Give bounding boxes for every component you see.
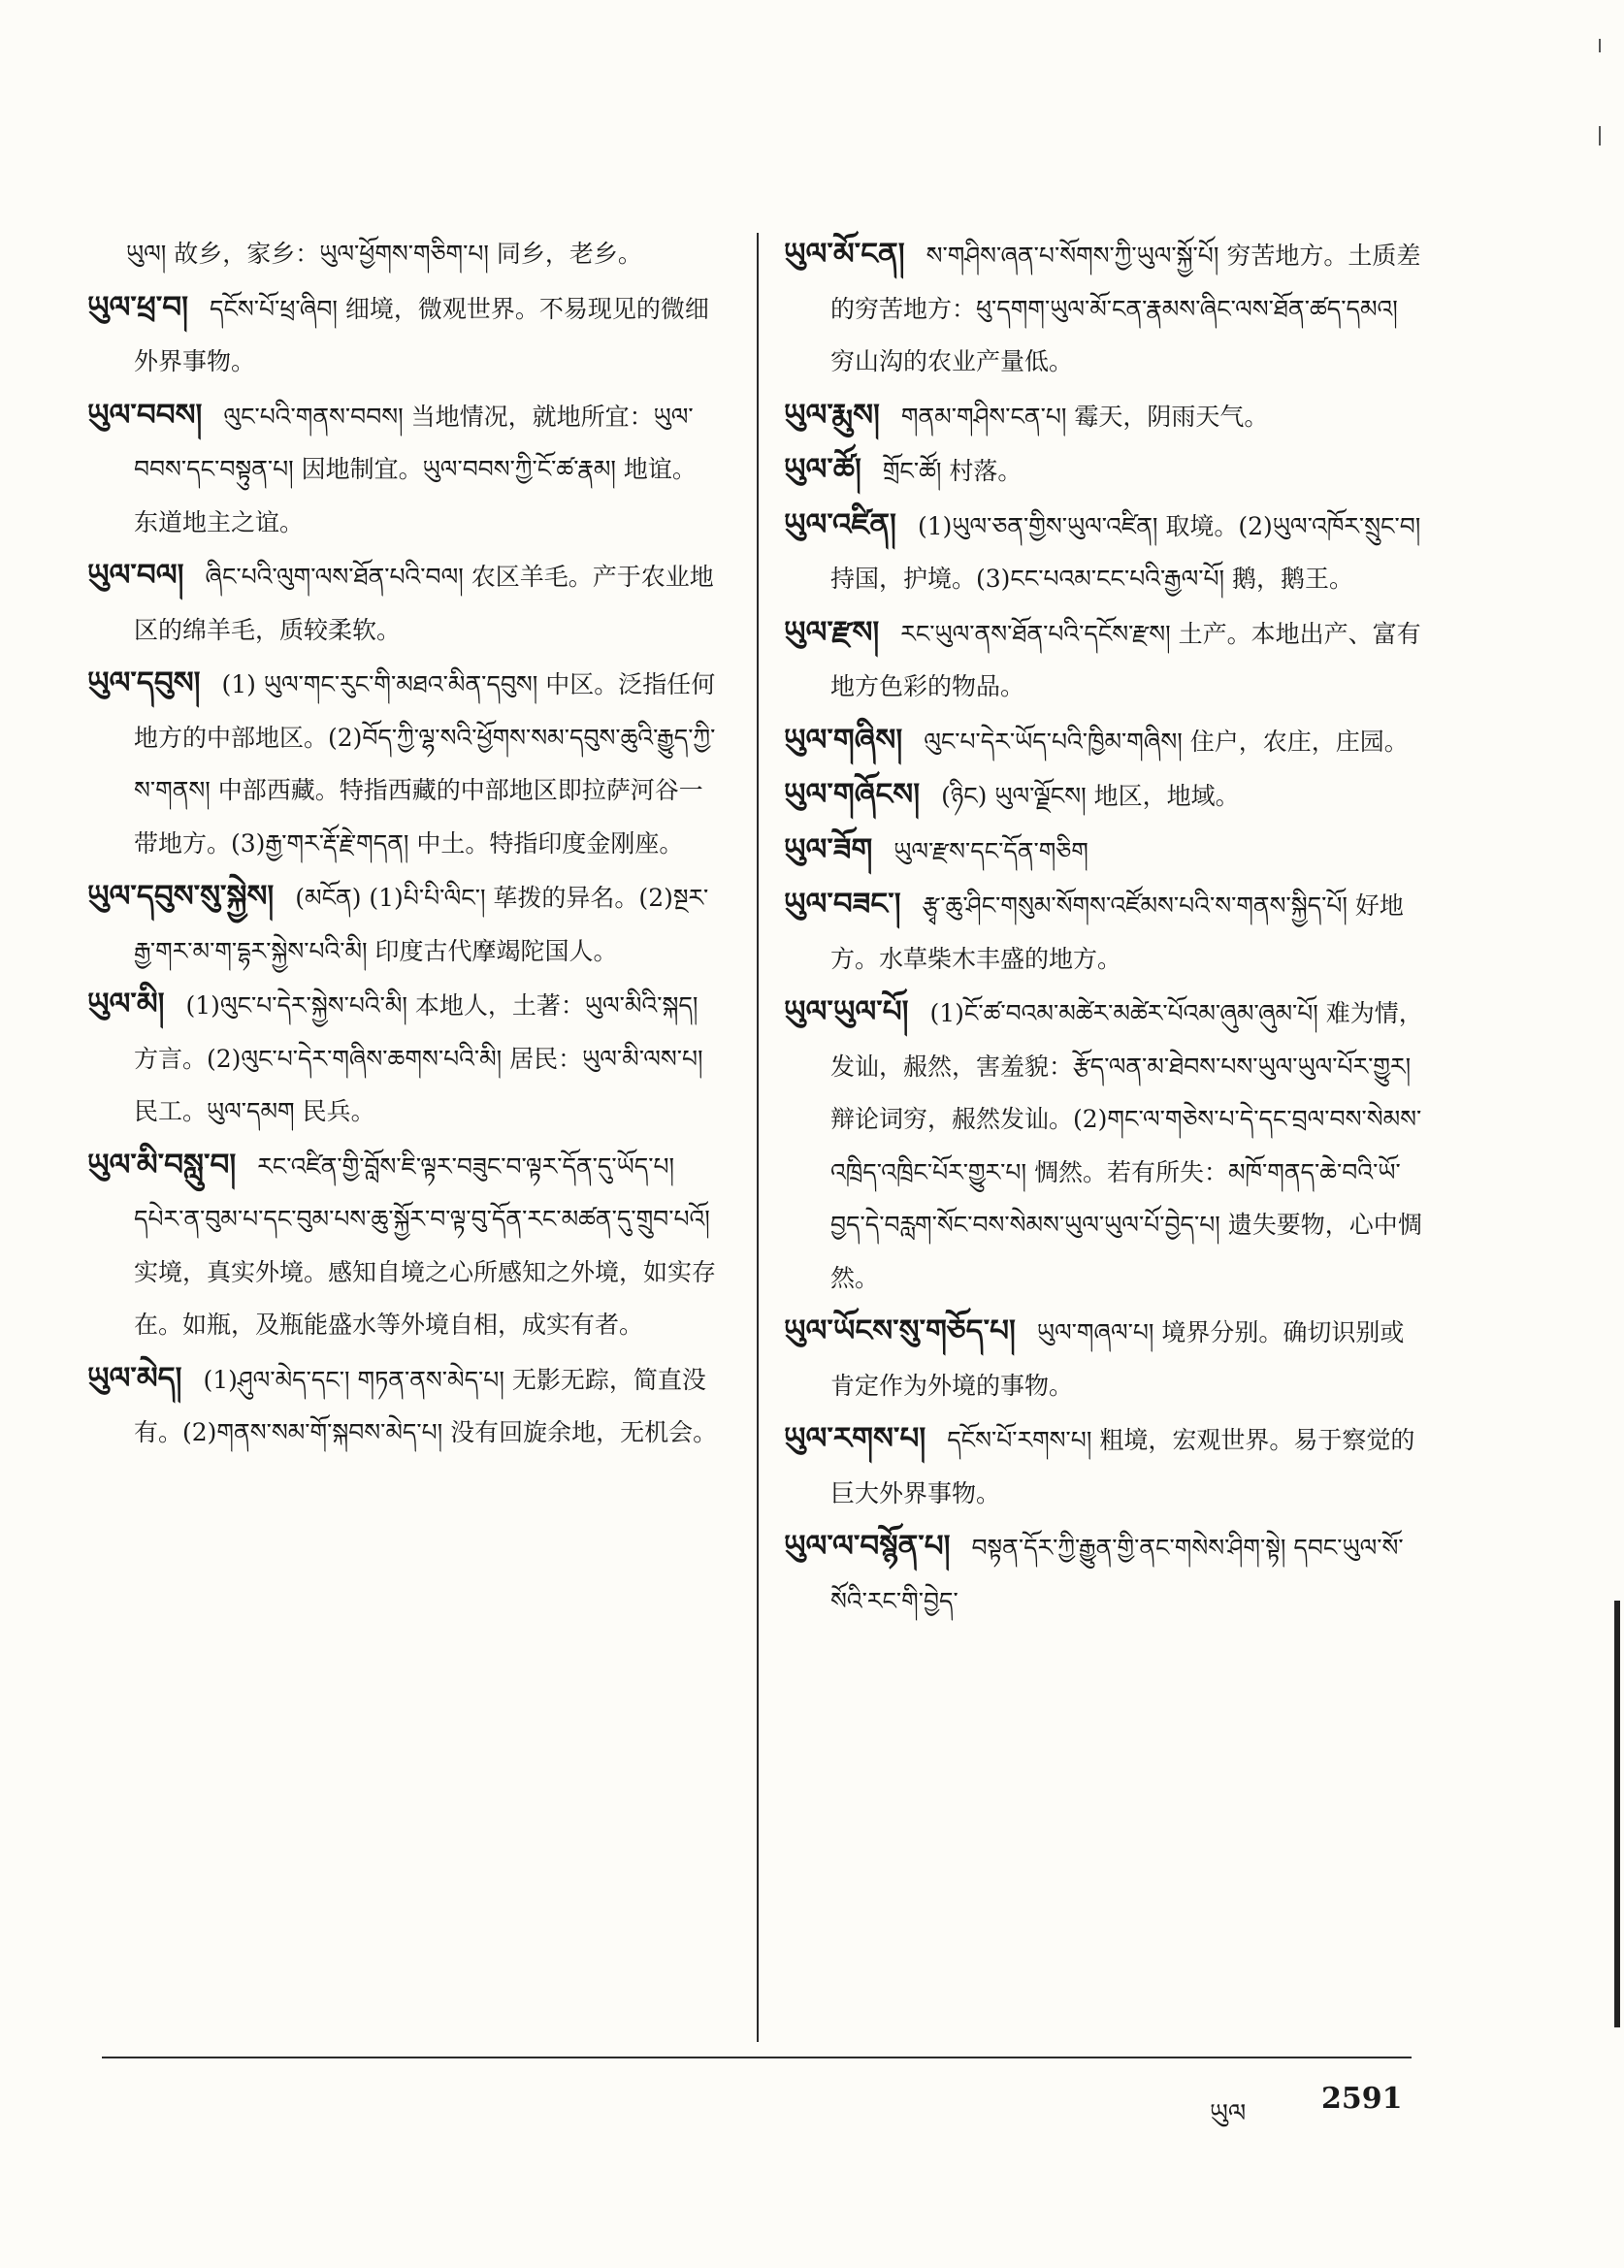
running-head: ཡུལ <box>1210 2099 1247 2128</box>
entry-headword: ཡུལ་གཞིས། <box>784 722 903 758</box>
entry-definition: ཡུལ། 故乡，家乡：ཡུལ་ཕྱོགས་གཅིག་པ། 同乡，老乡。 <box>126 240 642 268</box>
entry-definition: ས་གཤིས་ཞན་པ་སོགས་ཀྱི་ཡུལ་སྐྱོ་པོ། 穷苦地方。土质差的穷苦地方：ཕུ་དགག་ཡུལ་མོ་ངན་རྣམས་ཞིང་ལས་ཐོན་ཚད་དམའ། 穷山沟的农业产量低。 <box>830 242 1421 375</box>
entry-definition: རང་འཛིན་གྱི་བློས་ཇི་ལྟར་བཟུང་བ་ལྟར་དོན་དུ་ཡོད་པ། དཔེར་ན་བུམ་པ་དང་བུམ་པས་ཆུ་སྐྱོར་བ་ལྟ་བུ་དོན་རང་མཚན་དུ་གྲུབ་པའོ། 实境，真实外境。感知自境之心所感知之外境，如实存在。如瓶，及瓶能盛水等外境自相，成实有者。 <box>134 1151 717 1339</box>
dictionary-entry <box>784 1412 1424 1520</box>
scan-edge-mark <box>1599 126 1601 146</box>
entry-headword: ཡུལ་མི་བསླུ་བ། <box>87 1147 237 1183</box>
entry-definition: ལུང་པ་དེར་ཡོད་པའི་ཁྱིམ་གཞིས། 住户，农庄，庄园。 <box>924 727 1409 756</box>
entry-headword: ཡུལ་ཟོག <box>784 831 873 867</box>
page-number: 2591 <box>1321 2082 1403 2116</box>
entry-headword: ཡུལ་བབས། <box>87 397 203 433</box>
entry-definition: (1)ལུང་པ་དེར་སྐྱེས་པའི་མི། 本地人，土著：ཡུལ་མིའི་སྐད། 方言。(2)ལུང་པ་དེར་གཞིས་ཆགས་པའི་མི། 居民：ཡུལ་མི་ལས་པ། 民工。ཡུལ་དམག 民兵。 <box>134 991 703 1125</box>
dictionary-entry <box>784 1520 1424 1628</box>
entry-definition: (1)ཡུལ་ཅན་གྱིས་ཡུལ་འཛིན། 取境。(2)ཡུལ་འཁོར་སྲུང་བ། 持国，护境。(3)ངང་པའམ་ངང་པའི་རྒྱལ་པོ། 鹅，鹅王。 <box>830 511 1421 593</box>
entry-definition: རྩྭ་ཆུ་ཤིང་གསུམ་སོགས་འཛོམས་པའི་ས་གནས་སྐྱིད་པོ། 好地方。水草柴木丰盛的地方。 <box>830 891 1404 973</box>
entry-headword: ཡུལ་མེད། <box>87 1360 182 1396</box>
scan-edge-mark <box>1614 1601 1620 2027</box>
entry-definition: བསྟན་དོར་ཀྱི་རྒྱུན་གྱི་ནང་གསེས་ཤིག་སྟེ། དབང་ཡུལ་སོ་སོའི་རང་གི་བྱེད་ <box>830 1534 1404 1615</box>
dictionary-entry <box>87 870 718 978</box>
entry-definition: དངོས་པོ་རགས་པ། 粗境，宏观世界。易于察觉的巨大外界事物。 <box>830 1426 1415 1507</box>
entry-headword: ཡུལ་བལ། <box>87 558 184 593</box>
left-column <box>87 228 718 1460</box>
entry-definition: གནམ་གཤིས་ངན་པ། 霉天，阴雨天气。 <box>900 402 1269 431</box>
entry-headword: ཡུལ་ཚོ། <box>784 452 861 487</box>
dictionary-entry <box>87 389 718 550</box>
dictionary-entry <box>784 499 1424 606</box>
entry-headword: ཡུལ་གཞོངས། <box>784 777 921 812</box>
dictionary-entry <box>784 228 1424 389</box>
dictionary-entry <box>87 978 718 1139</box>
entry-headword: ཡུལ་རྨུས། <box>784 397 880 433</box>
dictionary-entry <box>784 443 1424 499</box>
dictionary-entry <box>87 657 718 870</box>
entry-definition: (1) ཡུལ་གང་རུང་གི་མཐའ་མིན་དབུས། 中区。泛指任何地方的中部地区。(2)བོད་ཀྱི་ལྷ་སའི་ཕྱོགས་སམ་དབུས་ཆུའི་རྒྱུད་ཀྱི་ས་གནས། 中部西藏。特指西藏的中部地区即拉萨河谷一带地方。(3)རྒྱ་གར་རྡོ་རྗེ་གདན། 中土。特指印度金刚座。 <box>134 670 716 858</box>
dictionary-entry <box>87 549 718 657</box>
scan-edge-mark <box>1599 39 1601 52</box>
right-column <box>784 228 1424 1628</box>
entry-definition: ཞིང་པའི་ལུག་ལས་ཐོན་པའི་བལ། 农区羊毛。产于农业地区的绵羊毛，质较柔软。 <box>134 563 714 644</box>
entry-headword: ཡུལ་རགས་པ། <box>784 1421 926 1456</box>
dictionary-entry <box>87 1352 718 1460</box>
entry-definition: རང་ཡུལ་ནས་ཐོན་པའི་དངོས་རྫས། 土产。本地出产、富有地方色彩的物品。 <box>830 619 1421 700</box>
dictionary-entry <box>784 1305 1424 1412</box>
entry-definition: དངོས་པོ་ཕྲ་ཞིབ། 细境，微观世界。不易现见的微细外界事物。 <box>134 294 709 375</box>
dictionary-entry <box>784 768 1424 824</box>
dictionary-entry <box>87 281 718 389</box>
entry-definition: གྲོང་ཚོ། 村落。 <box>882 457 1023 485</box>
entry-headword: ཡུལ་མི། <box>87 987 165 1021</box>
dictionary-entry <box>87 1139 718 1352</box>
entry-headword: ཡུལ་བཟང་། <box>784 887 901 922</box>
entry-headword: ཡུལ་དབུས། <box>87 665 201 700</box>
dictionary-entry <box>87 228 718 281</box>
dictionary-entry <box>784 714 1424 769</box>
footer-rule <box>102 2057 1412 2058</box>
entry-definition: (1)ཤུལ་མེད་དང་། གཏན་ནས་མེད་པ། 无影无踪，简直没有。(2)གནས་སམ་གོ་སྐབས་མེད་པ། 没有回旋余地，无机会。 <box>134 1365 718 1446</box>
entry-headword: ཡུལ་དབུས་སུ་སྐྱེས། <box>87 879 275 914</box>
entry-definition: (ཉིང) ཡུལ་ལྗོངས། 地区，地域。 <box>941 782 1240 810</box>
entry-headword: ཡུལ་མོ་ངན། <box>784 237 905 272</box>
entry-headword: ཡུལ་ཕྲ་བ། <box>87 289 189 325</box>
entry-definition: (མངོན) (1)པི་པི་ལིང་། 荜拨的异名。(2)སྔར་རྒྱ་གར་མ་ག་དྷར་སྐྱེས་པའི་མི། 印度古代摩竭陀国人。 <box>134 884 709 965</box>
dictionary-entry <box>784 824 1424 879</box>
entry-headword: ཡུལ་ཡོངས་སུ་གཅོད་པ། <box>784 1313 1016 1348</box>
entry-definition: ཡུལ་གཞལ་པ། 境界分别。确切识别或肯定作为外境的事物。 <box>830 1318 1405 1400</box>
entry-headword: ཡུལ་ལ་བསྙོན་པ། <box>784 1529 951 1564</box>
dictionary-entry <box>784 986 1424 1305</box>
entry-headword: ཡུལ་རྫས། <box>784 614 880 650</box>
entry-definition: ལུང་པའི་གནས་བབས། 当地情况，就地所宜：ཡུལ་བབས་དང་བསྟུན་པ། 因地制宜。ཡུལ་བབས་ཀྱི་ངོ་ཚ་རྣམ། 地谊。东道地主之谊。 <box>134 402 697 536</box>
dictionary-entry <box>784 878 1424 986</box>
entry-definition: ཡུལ་རྫས་དང་དོན་གཅིག <box>893 836 1088 865</box>
entry-headword: ཡུལ་འཛིན། <box>784 506 896 542</box>
entry-definition: (1)ངོ་ཚ་བའམ་མཚེར་མཚེར་པོའམ་ཞུམ་ཞུམ་པོ། 难为情，发讪，赧然，害羞貌：རྩོད་ལན་མ་ཐེབས་པས་ཡུལ་ཡུལ་པོར་གྱུར། 辩论词穷，赧然发讪。(2)གང་ལ་གཅེས་པ་དེ་དང་བྲལ་བས་སེམས་འཁྲིད་འཁྲིང་པོར་གྱུར་པ། 惆然。若有所失：མཁོ་གནད་ཆེ་བའི་ཡོ་བྱད་དེ་བརླག་སོང་བས་སེམས་ཡུལ་ཡུལ་པོ་བྱེད་པ། 遗失要物，心中惆然。 <box>830 999 1423 1292</box>
dictionary-entry <box>784 389 1424 444</box>
column-divider <box>757 233 759 2042</box>
entry-headword: ཡུལ་ཡུལ་པོ། <box>784 994 909 1029</box>
dictionary-entry <box>784 606 1424 714</box>
